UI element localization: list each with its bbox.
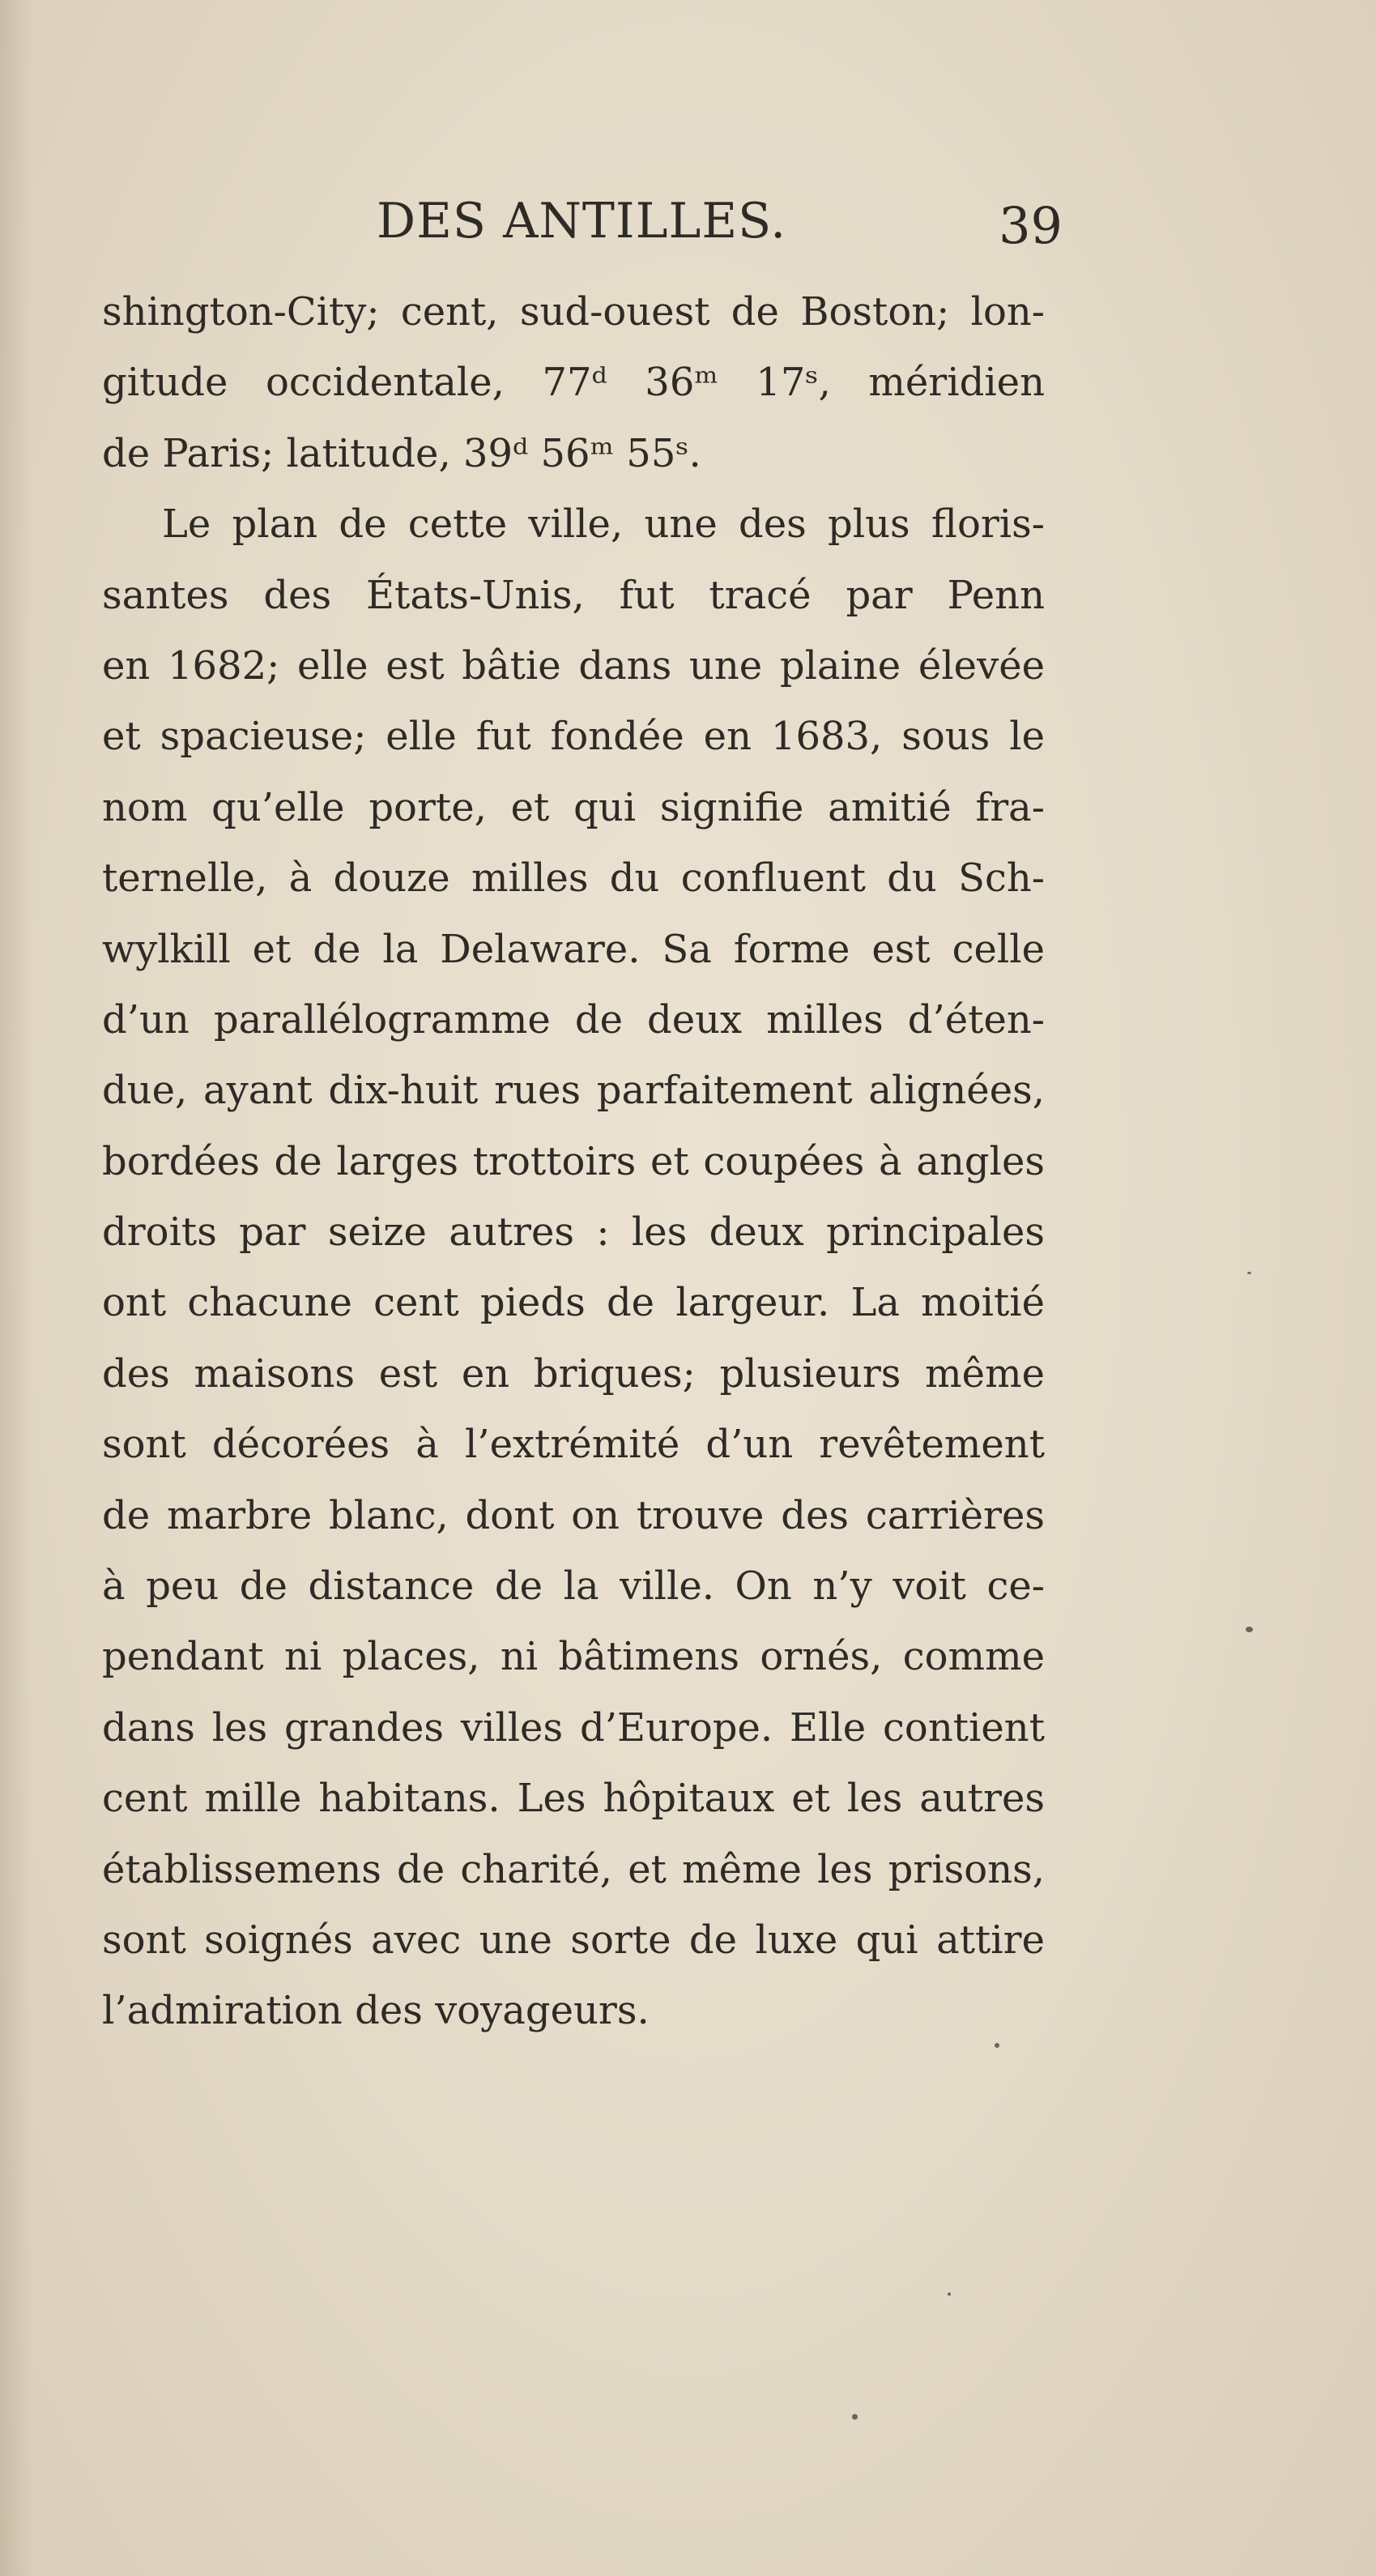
paper-speck	[948, 2292, 951, 2296]
text-line: dans les grandes villes d’Europe. Elle contient	[102, 1704, 1045, 1751]
text-line: d’un parallélogramme de deux milles d’éten-	[102, 996, 1045, 1043]
paper-speck	[852, 2414, 858, 2420]
text-line: établissemens de charité, et même les prisons,	[102, 1846, 1045, 1892]
text-line: pendant ni places, ni bâtimens ornés, comme	[102, 1634, 1045, 1680]
text-line: droits par seize autres : les deux principales	[102, 1209, 1045, 1256]
text-line: cent mille habitans. Les hôpitaux et les autres	[102, 1776, 1045, 1822]
page-number: 39	[999, 196, 1063, 255]
text-line: sont soignés avec une sorte de luxe qui attire	[102, 1917, 1045, 1963]
text-line: Le plan de cette ville, une des plus floris-	[162, 501, 1045, 548]
text-line: des maisons est en briques; plusieurs même	[102, 1350, 1045, 1397]
text-line: bordées de larges trottoirs et coupées à angles	[102, 1138, 1045, 1184]
paper-speck	[1246, 1627, 1253, 1632]
text-line: de Paris; latitude, 39ᵈ 56ᵐ 55ˢ.	[102, 430, 701, 476]
paper-speck	[995, 2043, 999, 2048]
text-line: en 1682; elle est bâtie dans une plaine élevée	[102, 642, 1045, 689]
text-line: de marbre blanc, dont on trouve des carrières	[102, 1492, 1045, 1538]
text-line: ont chacune cent pieds de largeur. La moitié	[102, 1280, 1045, 1326]
text-line: nom qu’elle porte, et qui signifie amitié fra-	[102, 784, 1045, 830]
page-gutter-shadow	[0, 0, 32, 2576]
text-line: wylkill et de la Delaware. Sa forme est celle	[102, 926, 1045, 972]
text-line: l’admiration des voyageurs.	[102, 1988, 650, 2034]
body-text	[102, 277, 1045, 2047]
text-line: ternelle, à douze milles du confluent du Sch-	[102, 855, 1045, 902]
text-line: due, ayant dix-huit rues parfaitement alignées,	[102, 1068, 1045, 1114]
text-line: à peu de distance de la ville. On n’y voit ce-	[102, 1563, 1045, 1610]
paper-speck	[1247, 1272, 1251, 1274]
text-line: gitude occidentale, 77ᵈ 36ᵐ 17ˢ, méridien	[102, 360, 1045, 406]
text-line: et spacieuse; elle fut fondée en 1683, sous le	[102, 714, 1045, 760]
text-line: santes des États-Unis, fut tracé par Penn	[102, 572, 1045, 618]
text-line: shington-City; cent, sud-ouest de Boston; lon-	[102, 289, 1045, 335]
text-line: sont décorées à l’extrémité d’un revêtement	[102, 1422, 1045, 1468]
page-header	[97, 193, 1061, 266]
running-title: DES ANTILLES.	[377, 193, 787, 249]
